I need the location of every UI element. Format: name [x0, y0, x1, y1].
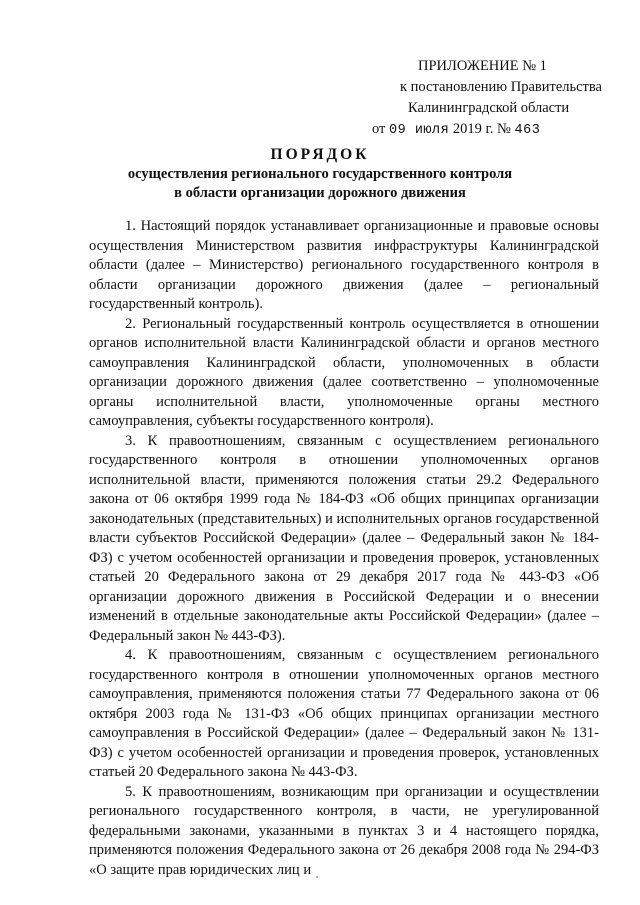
document-body: [89, 217, 599, 880]
appendix-region-line: [372, 98, 602, 119]
paragraph-4: 4. К правоотношениям, связанным с осуществлением регионального государственного контроля в отношении уполномоченных органов местного самоуправления, применяются положения статьи 77 Федерального закона от 06 октября 2003 года № 131-ФЗ «Об общих принципах организации местного самоуправления в Российской Федерации» (далее – Федеральный закон № 131-ФЗ) с учетом особенностей организации и проведения проверок, установленных статьей 20 Федерального закона № 443-ФЗ.: [89, 647, 599, 780]
paragraph-2: 2. Региональный государственный контроль осуществляется в отношении органов исполнительной власти Калининградской области и органов местного самоуправления Калининградской области, уполномоченных в области организации дорожного движения (далее соответственно – уполномоченные органы исполнительной власти, уполномоченные органы местного самоуправления, субъекты государственного контроля).: [89, 315, 599, 429]
scan-artifact: [316, 876, 318, 878]
appendix-header: [372, 56, 602, 141]
paragraph-5: 5. К правоотношениям, возникающим при организации и осуществлении регионального государственного контроля, в части, не урегулированной федеральными законами, указанными в пунктах 3 и 4 настоящего порядка, применяются положения Федерального закона от 26 декабря 2008 года № 294-ФЗ «О защите прав юридических лиц и: [89, 783, 599, 878]
document-subtitle: [80, 165, 560, 203]
appendix-region-text: Калининградской области: [408, 100, 570, 116]
paragraph-3: 3. К правоотношениям, связанным с осуществлением регионального государственного контроля в отношении уполномоченных органов исполнительной власти, применяются положения статьи 29.2 Федерального закона от 06 октября 1999 года № 184-ФЗ «Об общих принципах организации законодательных (представительных) и исполнительных органов государственной власти субъектов Российской Федерации» (далее – Федеральный закон № 184-ФЗ) с учетом особенностей организации и проведения проверок, установленных статьей 20 Федерального закона от 29 декабря 2017 года № 443-ФЗ «Об организации дорожного движения в Российской Федерации и о внесении изменений в отдельные законодательные акты Российской Федерации» (далее – Федеральный закон № 443-ФЗ).: [89, 432, 599, 644]
subtitle-line-2: в области организации дорожного движения: [174, 185, 466, 201]
subtitle-line-1: осуществления регионального государственного контроля: [127, 166, 513, 182]
date-prefix: от: [372, 121, 386, 137]
appendix-title: ПРИЛОЖЕНИЕ № 1: [418, 58, 547, 74]
date-year: 2019 г. №: [452, 121, 511, 137]
appendix-resolution-line: к постановлению Правительства: [400, 79, 602, 95]
handwritten-number: 463: [514, 123, 541, 138]
appendix-date-line: [372, 119, 602, 141]
document-title: ПОРЯДОК: [270, 146, 370, 163]
handwritten-date: 09 июля: [389, 123, 450, 138]
paragraph-1: 1. Настоящий порядок устанавливает организационные и правовые основы осуществления Министерством развития инфраструктуры Калининградской области (далее – Министерство) регионального государственного контроля в области организации дорожного движения (далее – региональный государственный контроль).: [89, 218, 599, 312]
